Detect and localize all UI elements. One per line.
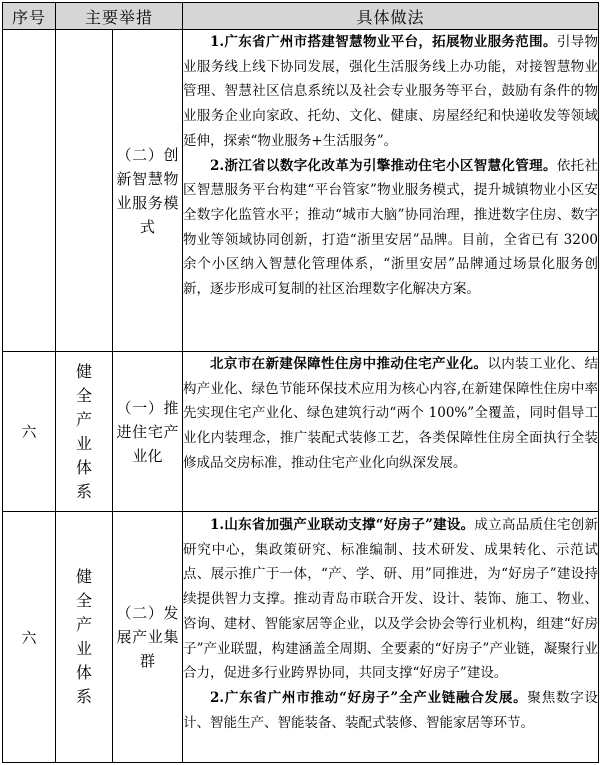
row-category: 健全产业体系 xyxy=(56,512,113,763)
row-measure: （一）推进住宅产业化 xyxy=(113,352,183,512)
row-measure: （二）创新智慧物业服务模式 xyxy=(113,30,183,352)
row-category: 健全产业体系 xyxy=(56,352,113,512)
row-measure: （二）发展产业集群 xyxy=(113,512,183,763)
measures-table xyxy=(2,2,599,763)
detail-paragraph: 北京市在新建保障性住房中推动住宅产业化。以内装工业化、结构产业化、绿色节能环保技术应用为核心内容,在新建保障性住房中率先实现住宅产业化、绿色建筑行动“两个 100%”全覆盖，同时倡导工业化内装理念，推广装配式装修工艺，各类保障性住房全面执行全装修成品交房标准，推动住宅产业化向纵深发展。 xyxy=(183,356,599,471)
detail-paragraph: 1.山东省加强产业联动支撑“好房子”建设。成立高品质住宅创新研究中心，集政策研究、标准编制、技术研发、成果转化、示范试点、展示推广于一体，“产、学、研、用”同推进，为“好房子”建设持续提供智力支撑。推动青岛市联合开发、设计、装饰、施工、物业、咨询、建材、智能家居等企业，以及学会协会等行业机构，组建“好房子”产业联盟，构建涵盖全周期、全要素的“好房子”产业链，凝聚行业合力，促进多行业跨界协同，共同支撑“好房子”建设。 xyxy=(183,517,599,682)
row-detail xyxy=(183,30,599,352)
row-category xyxy=(56,30,113,352)
row-number: 六 xyxy=(3,352,56,512)
row-detail xyxy=(183,352,599,512)
table-row xyxy=(3,30,599,352)
table-row xyxy=(3,512,599,763)
header-measure: 主要举措 xyxy=(56,3,183,30)
row-detail xyxy=(183,512,599,763)
detail-paragraph: 1.广东省广州市搭建智慧物业平台，拓展物业服务范围。引导物业服务线上线下协同发展，强化生活服务线上办功能，对接智慧物业管理、智慧社区信息系统以及社会专业服务等平台，鼓励有条件的物业服务企业向家政、托幼、文化、健康、房屋经纪和快递收发等领域延伸，探索“物业服务+生活服务”。 xyxy=(183,34,599,149)
detail-paragraph: 2.广东省广州市推动“好房子”全产业链融合发展。聚焦数字设计、智能生产、智能装备、装配式装修、智能家居等环节。 xyxy=(183,689,599,731)
table-header-row xyxy=(3,3,599,30)
row-number xyxy=(3,30,56,352)
header-no: 序号 xyxy=(3,3,56,30)
detail-paragraph: 2.浙江省以数字化改革为引擎推动住宅小区智慧化管理。依托社区智慧服务平台构建“平台管家”物业服务模式，提升城镇物业小区安全数字化监管水平；推动“城市大脑”协同治理，推进数字住房、数字物业等领域协同创新，打造“浙里安居”品牌。目前，全省已有 3200 余个小区纳入智慧化管理体系，“浙里安居”品牌通过场景化服务创新，逐步形成可复制的社区治理数字化解决方案。 xyxy=(183,157,599,298)
table-row xyxy=(3,352,599,512)
row-number: 六 xyxy=(3,512,56,763)
header-detail: 具体做法 xyxy=(183,3,599,30)
